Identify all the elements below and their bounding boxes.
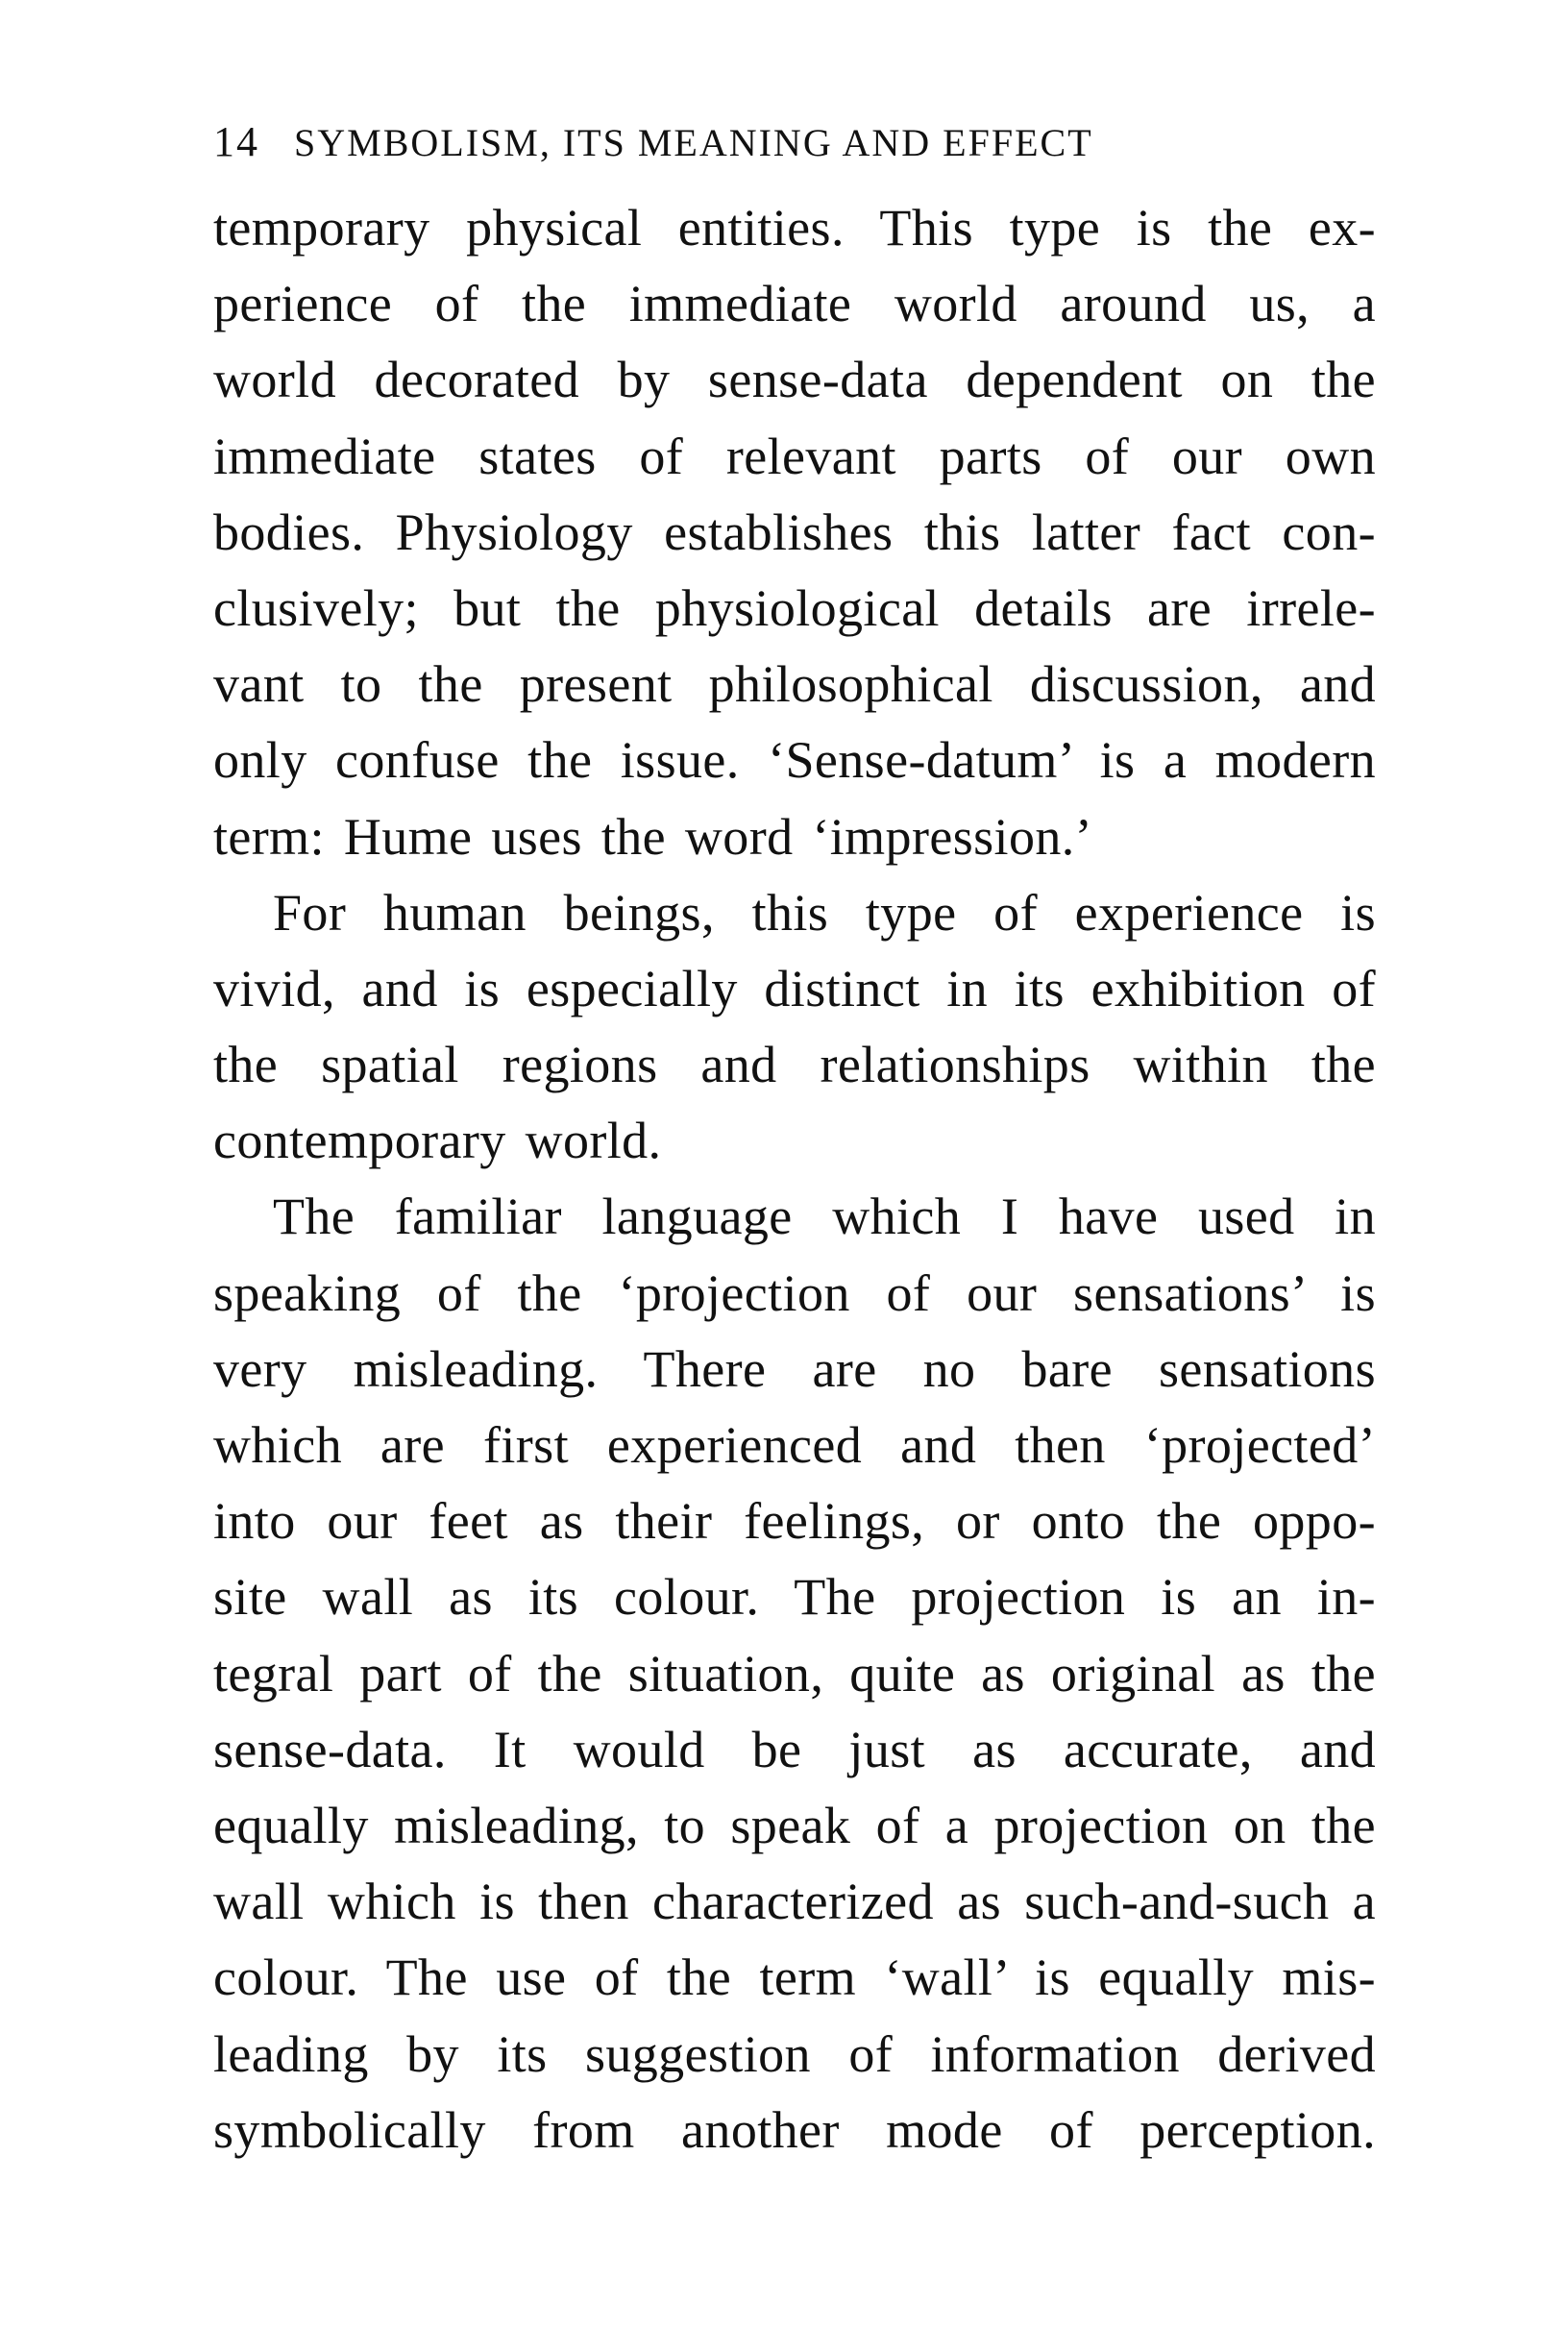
text-line: into our feet as their feelings, or onto the oppo- [213,1492,1376,1551]
text-line: which are first experienced and then ‘projected’ [213,1416,1376,1474]
text-line: equally misleading, to speak of a projection on the [213,1796,1376,1854]
text-line: immediate states of relevant parts of our own [213,427,1376,485]
paragraph-first-line: For human beings, this type of experience is [273,883,1376,942]
text-line: perience of the immediate world around us, a [213,275,1376,333]
text-line: bodies. Physiology establishes this latter fact con- [213,502,1376,561]
text-line: the spatial regions and relationships within the [213,1036,1376,1094]
text-line: colour. The use of the term ‘wall’ is equally mis- [213,1948,1376,2007]
text-line: wall which is then characterized as such-and-such a [213,1873,1376,1931]
text-line: sense-data. It would be just as accurate, and [213,1720,1376,1778]
text-line: very misleading. There are no bare sensations [213,1339,1376,1398]
text-line: tegral part of the situation, quite as original as the [213,1644,1376,1703]
text-line: only confuse the issue. ‘Sense-datum’ is a modern [213,731,1376,790]
text-line: clusively; but the physiological details are irrele- [213,578,1376,637]
text-line: temporary physical entities. This type is the ex- [213,199,1376,257]
text-line: symbolically from another mode of perception. [213,2100,1376,2159]
text-line: world decorated by sense-data dependent on the [213,351,1376,409]
text-line: term: Hume uses the word ‘impression.’ [213,807,1093,866]
running-head [213,113,1366,171]
body-text [213,190,1376,2168]
text-line: speaking of the ‘projection of our sensations’ is [213,1263,1376,1322]
text-line: site wall as its colour. The projection is an in- [213,1568,1376,1627]
paragraph-first-line: The familiar language which I have used in [273,1188,1376,1246]
text-line: contemporary world. [213,1112,662,1170]
text-line: vivid, and is especially distinct in its exhibition of [213,959,1376,1017]
text-line: leading by its suggestion of information derived [213,2024,1376,2083]
page-number: 14 [213,118,259,165]
running-title: SYMBOLISM, ITS MEANING AND EFFECT [294,121,1093,164]
text-line: vant to the present philosophical discussion, and [213,655,1376,714]
